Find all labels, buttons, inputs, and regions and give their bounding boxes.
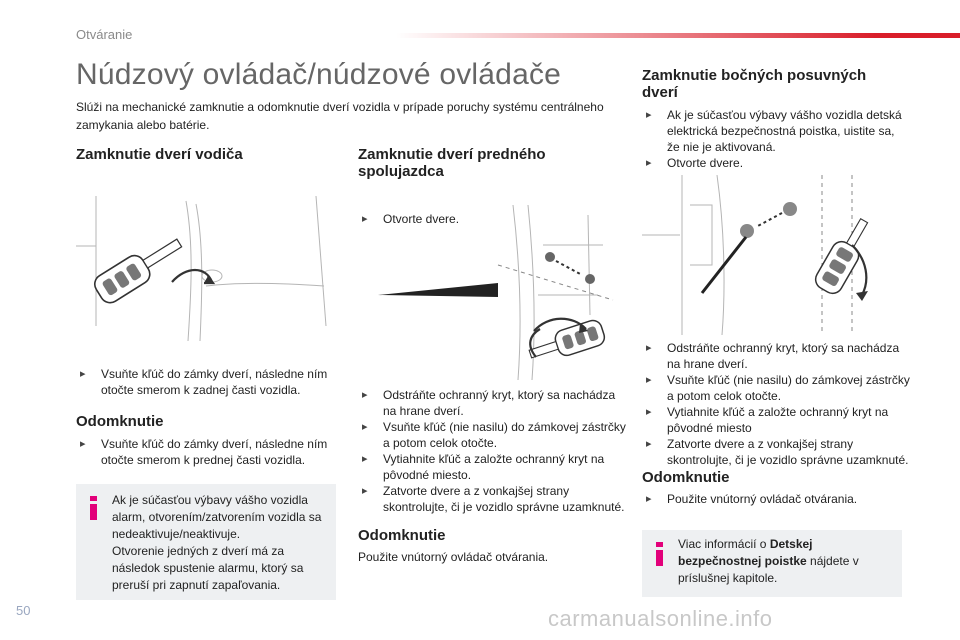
passenger-door-illustration — [358, 205, 618, 380]
list-item: ▸ Odstráňte ochranný kryt, ktorý sa nachádza na hrane dverí. — [642, 340, 912, 372]
list-item: ▸ Vsuňte kľúč (nie nasilu) do zámkovej zástrčky a potom celok otočte. — [642, 372, 912, 404]
child-lock-info-box — [642, 530, 902, 597]
list-item: ▸ Zatvorte dvere a z vonkajšej strany skontrolujte, či je vozidlo správne uzamknuté. — [358, 483, 628, 515]
sliding-door-illustration — [642, 175, 904, 335]
child-lock-info-text: Viac informácií o Detskej bezpečnostnej poistke nájdete v príslušnej kapitole. — [678, 537, 859, 585]
list-item: ▸ Zatvorte dvere a z vonkajšej strany skontrolujte, či je vozidlo správne uzamknuté. — [642, 436, 912, 468]
info-icon — [90, 496, 97, 520]
sliding-lock-heading: Zamknutie bočných posuvných dverí — [642, 67, 867, 101]
driver-lock-steps — [76, 366, 336, 398]
page-intro: Slúži na mechanické zamknutie a odomknutie dverí vozidla v prípade poruchy systému centrálneho zamykania alebo batérie. — [76, 100, 604, 132]
list-item: ▸ Odstráňte ochranný kryt, ktorý sa nachádza na hrane dverí. — [358, 387, 628, 419]
list-item: ▸ Vsuňte kľúč do zámky dverí, následne ním otočte smerom k zadnej časti vozidla. — [76, 366, 336, 398]
driver-door-illustration — [76, 186, 336, 346]
passenger-unlock-heading: Odomknutie — [358, 527, 446, 544]
sliding-lock-steps — [642, 340, 912, 468]
list-item: ▸ Ak je súčasťou výbavy vášho vozidla detská elektrická bezpečnostná poistka, uistite sa, že nie je aktivovaná. — [642, 107, 902, 155]
sliding-unlock-steps — [642, 491, 902, 507]
driver-unlock-heading: Odomknutie — [76, 413, 164, 430]
page-title: Núdzový ovládač/núdzové ovládače — [76, 58, 562, 91]
sliding-first-steps — [642, 107, 902, 171]
section-title: Otváranie — [76, 27, 133, 42]
list-item: ▸ Vytiahnite kľúč a založte ochranný kryt na pôvodné miesto — [642, 404, 912, 436]
list-item: ▸ Otvorte dvere. — [358, 211, 618, 227]
alarm-info-box — [76, 484, 336, 600]
info-icon — [656, 542, 663, 566]
list-item: ▸ Použite vnútorný ovládač otvárania. — [642, 491, 902, 507]
list-item: ▸ Otvorte dvere. — [642, 155, 902, 171]
passenger-lock-heading: Zamknutie dverí predného spolujazdca — [358, 146, 546, 180]
sliding-unlock-heading: Odomknutie — [642, 469, 730, 486]
list-item: ▸ Vsuňte kľúč do zámky dverí, následne ním otočte smerom k prednej časti vozidla. — [76, 436, 336, 468]
driver-lock-heading: Zamknutie dverí vodiča — [76, 146, 243, 163]
watermark: carmanualsonline.info — [548, 606, 773, 631]
alarm-info-text: Ak je súčasťou výbavy vášho vozidla alarm, otvorením/zatvorením vozidla sa nedeaktivuje/neaktivuje. Otvorenie jedných z dverí má za následok spustenie alarmu, ktorý sa preruší pri zapnutí zapaľovania. — [112, 493, 322, 592]
passenger-unlock-text: Použite vnútorný ovládač otvárania. — [358, 550, 549, 564]
driver-unlock-steps — [76, 436, 336, 468]
list-item: ▸ Vsuňte kľúč (nie nasilu) do zámkovej zástrčky a potom celok otočte. — [358, 419, 628, 451]
header-accent-bar — [396, 33, 960, 38]
list-item: ▸ Vytiahnite kľúč a založte ochranný kryt na pôvodné miesto. — [358, 451, 628, 483]
passenger-lock-steps — [358, 387, 628, 515]
page-number: 50 — [16, 603, 31, 618]
